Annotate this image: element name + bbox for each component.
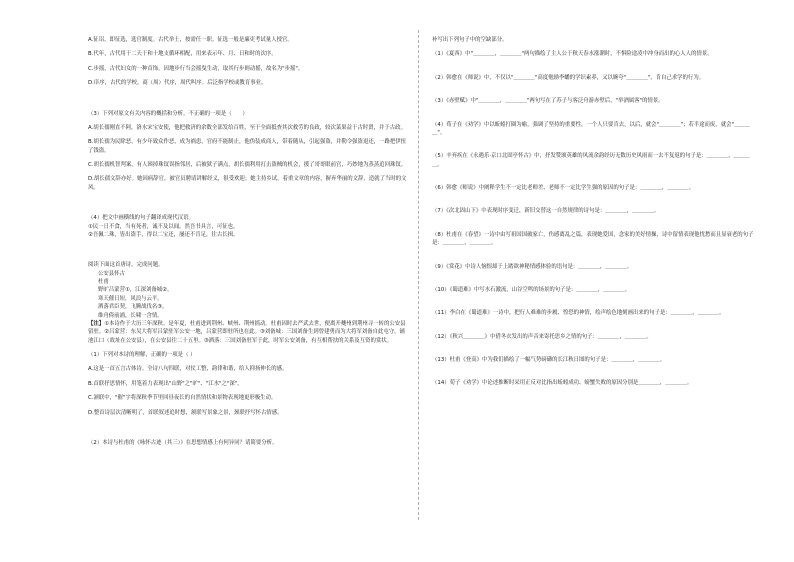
question-4-item-1: ①民一日不食，当有死者，诚不及以闻，然吾书具言，可征也。 bbox=[88, 223, 239, 230]
fill-question-1: （1）《夏西》中"＿＿＿＿，＿＿＿＿"两句描绘了主人公于秋天春水涨潮时，不惧险途凌中冲身而出的心人人的情景。 bbox=[432, 51, 713, 58]
question-4-title: （4）把文中画横线的句子翻译成现代汉语。 bbox=[88, 215, 194, 222]
question-4-item-2: ②吾佩二珠，皆出盗手，得以二宝还，屡还不肯足，往古长揖。 bbox=[88, 231, 239, 238]
question-1-title: （1）下列对本诗的理解，正确的一项是（ ） bbox=[88, 352, 196, 358]
question-3-option-c: C.胡长孺机智判案，有人困掉珠钗误指邻居，后被狱子满点，胡长孺利用打击盗贼的机会，援了哥哥眼前官，巧妙地为蒸蒸追回珠钗。 bbox=[88, 162, 407, 168]
fill-question-11: （11）李白在《蜀道难》一诗中，把行人难难的步履、惶恐的神情，绘声绘色地刻画出来的句子是：＿＿＿＿，＿＿＿＿。 bbox=[432, 310, 725, 317]
fill-question-12: （12）《秋兴＿＿＿＿》中借冬衣发出的声音来寄托思乡之情的句子：＿＿＿＿，＿＿＿＿。 bbox=[432, 333, 652, 340]
poem-note bbox=[88, 320, 408, 345]
fill-blank-header: 补写出下列句子中的空缺部分。 bbox=[432, 37, 508, 43]
poem-line-3: 洒落君臣契，飞腾战伐名③。 bbox=[98, 304, 168, 311]
left-column bbox=[88, 36, 408, 447]
poem-line-4: 维舟倚前浦，长啸一含情。 bbox=[98, 312, 163, 319]
fill-question-9: （9）《赏花》中诗人恼恨却于上踏欲神秘情感体验的语句是：＿＿＿＿，＿＿＿＿。 bbox=[432, 263, 633, 270]
question-3-title: （3）下列对原文有关内容的概括和分析，不正确的一项是（ ） bbox=[88, 110, 248, 117]
poem-note-label: 【注】 bbox=[88, 320, 105, 327]
fill-question-10: （10）《蜀道难》中写水石激流，山谷空鸣的场景的句子是：＿＿＿＿，＿＿＿＿。 bbox=[432, 286, 631, 293]
option-a-line-1: A.征诏，即征选，选官制度。古代举士，按需任一职。征选一般是廉吏考试量人授官。 bbox=[88, 37, 293, 43]
question-3-option-b: B.胡长孺为民除恶。有少年致众作恶，成为祸患，官府不能制止，他伪装成商人，带着随从，引起强盗，并勒令强盗退还，一路把伊扭了钱盗。 bbox=[88, 139, 407, 154]
question-1-option-b: B.首联抒思情怀，用笔着力表现出"山野"之"旷"、"江水"之"深"。 bbox=[88, 380, 243, 387]
poem-line-1: 野旷吕蒙营①，江深刘备城②。 bbox=[98, 287, 173, 294]
fill-question-14: （14）荀子《劝学》中论述推断时采用正反对比指出蚯蚓成功、螃蟹失败的原因分别是＿＿＿＿，＿＿＿＿。 bbox=[432, 380, 693, 387]
question-3-option-d: D.胡长孺文辞亦好。她因病辞官，被官员聘请讲解经义，很受欢迎；她主持乡试，着重文章的内容，摒弃华丽的文辞，造就了当时的文风。 bbox=[88, 176, 407, 191]
fill-question-7: （7）《次北固山下》中表现时序变迁，新旧交替这一自然规律的诗句是：＿＿＿＿，＿＿＿＿。 bbox=[432, 208, 660, 215]
right-column bbox=[432, 36, 754, 403]
question-2-title: （2）本诗与杜甫的《咏怀古迹（其三）》在思想情感上有何异同？请简要分析。 bbox=[88, 439, 278, 446]
question-1-option-c: C.颔联中，"催"字将深秋季节里回昼夜长的自然情状和景物表现地更形极生动。 bbox=[88, 395, 277, 402]
fill-question-4: （4）荀子在《劝学》中以蚯蚓打圈为喻，强调了坚持的重要性，一个人只要肯去，以后，就会"＿＿＿＿"；若半途而废，就会"＿＿＿＿"。 bbox=[432, 121, 751, 136]
fill-question-3: （3）《赤壁赋》中"＿＿＿＿，＿＿＿＿"两句写在了苏子与客泛舟游赤壁后，"举酒属客"的情景。 bbox=[432, 98, 664, 105]
poem-intro: 阅读下面这首唐诗，完成问题。 bbox=[88, 262, 164, 269]
fill-question-2: （2）韩愈在《师说》中，不仅以"＿＿＿＿"高度勉励李蟠的学识素养，又以婉夸"＿＿＿＿"，肯自己求学的行为。 bbox=[432, 74, 705, 81]
fill-question-8: （8）杜甫在《春望》一诗中由写祖国国破家亡，伤感离乱之篇，表现她爱国，念家的美好情操，诗中留情表现他忧愁而且显衰老的句子是：＿＿＿＿，＿＿＿＿。 bbox=[432, 231, 754, 247]
option-d-line: D.庠序，古代的学校。商（周）代序，周代叫序。后泛指学校或教育事业。 bbox=[88, 80, 267, 87]
fill-question-6: （6）韩愈《师说》中阐释学生不一定比老师差、老师不一定比学生强的原因的句子是：＿＿＿＿，＿＿＿＿。 bbox=[432, 185, 695, 191]
option-c-line: C.步摇，古代妇女的一种首饰。因地步行当会摇曳生动，取其行步则动摇，故名为"步摇"。 bbox=[88, 65, 304, 72]
poem-note-text: ①本诗作于大历三年深秋。是年夏，杜甫进到荆州、峡州、荆州摇动。杜甫因时去严武去世，便离开夔州到荆州寻一转的公安县留驻。②吕蒙营：东吴大将军吕蒙驻军公安一地，吕蒙营即驻所也在此。③刘备城：三国刘备生到曾建勇而为大将军刘备自此屯守，铺池江口（故址在公安县），在公安县往二十五里。③洒落：三国刘备驻军于此，时军公安刘备，有互相帮扶的关系及互资的赏状。 bbox=[88, 320, 406, 344]
poem-line-2: 寒天催日短，风浪与云平。 bbox=[98, 295, 163, 302]
fill-question-5: （5）辛弃疾在《永遇乐·京口北固亭怀古》中，抒发赞颂英雄的风流余韵经历无数历史风雨而一去不复返的句子是：＿＿＿＿，＿＿＿＿。 bbox=[432, 153, 750, 168]
column-divider bbox=[418, 30, 419, 520]
fill-question-13: （13）杜甫《登高》中为我们描绘了一幅气势磅礴的长江秋日图的句子是：＿＿＿＿，＿＿＿＿。 bbox=[432, 357, 666, 363]
question-3-option-a: A.胡长孺刚直不阿，洛水宋宝安使，他把救济的余数全部发给百姓，至于全面抵查其次救劳的良政，较次菜果益于古时贤，并于古政。 bbox=[88, 124, 406, 131]
poem-author: 杜甫 bbox=[98, 279, 109, 285]
question-1-option-d: D.整首诗层次清晰明了，首联叙述追时想，颔联写景象之景，颈联抒写怀古情感。 bbox=[88, 409, 283, 416]
poem-title: 公安县怀古 bbox=[98, 270, 125, 277]
option-b-line: B.代年，古代用干二天干和十地支循环相配，用来表示年、月、日和时的次序。 bbox=[88, 51, 277, 58]
poem-block bbox=[88, 270, 408, 320]
question-1-option-a: A.这是一首五言古体诗。全诗八句四联，对仗工整，韵律和谐，给人抑扬伸长的感。 bbox=[88, 366, 288, 373]
